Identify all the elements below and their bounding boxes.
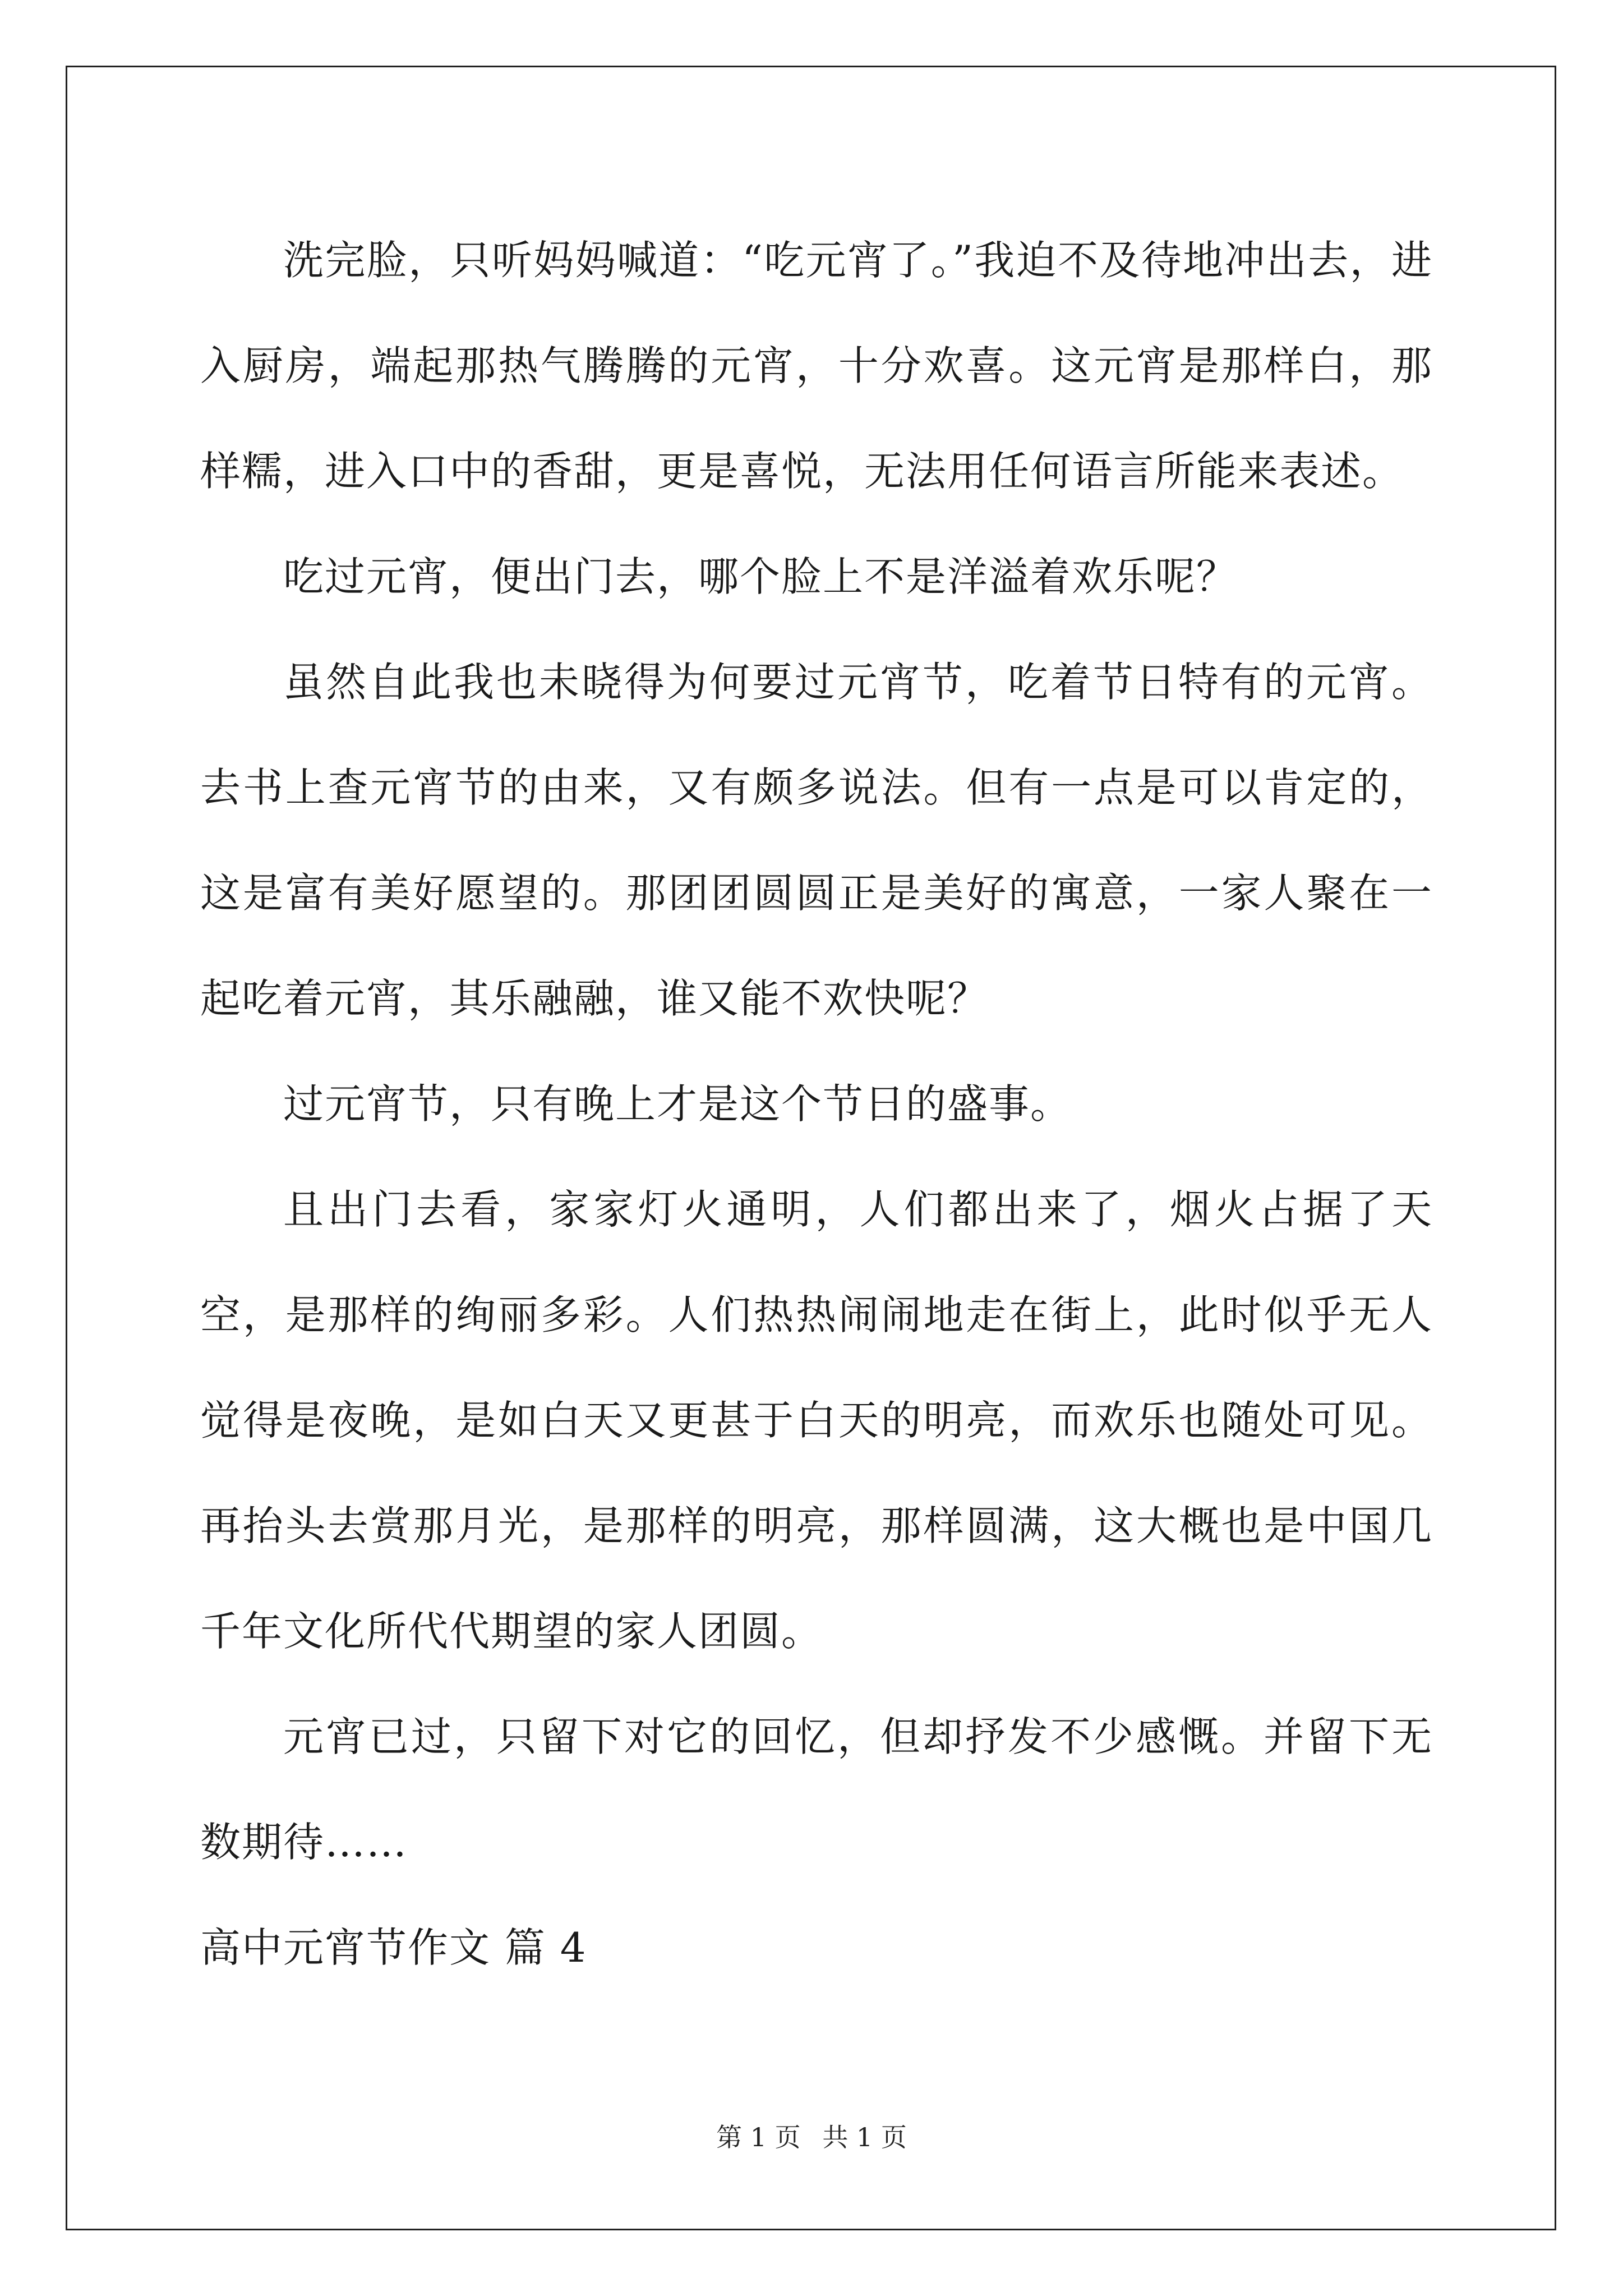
page-footer [0,2120,1623,2154]
paragraph-6: 元宵已过，只留下对它的回忆，但却抒发不少感慨。并留下无数期待…… [200,1713,1433,1866]
document-body [200,208,1433,2000]
page-number-total: 共 1 页 [822,2122,907,2152]
section-heading: 高中元宵节作文 篇 4 [200,1924,587,1971]
paragraph-3: 虽然自此我也未晓得为何要过元宵节，吃着节日特有的元宵。去书上查元宵节的由来，又有颇多说法。但有一点是可以肯定的，这是富有美好愿望的。那团团圆圆正是美好的寓意，一家人聚在一起吃着元宵，其乐融融，谁又能不欢快呢？ [200,659,1433,1022]
page-number-current: 第 1 页 [716,2122,801,2152]
paragraph-2: 吃过元宵，便出门去，哪个脸上不是洋溢着欢乐呢？ [283,553,1238,600]
paragraph-5: 且出门去看，家家灯火通明，人们都出来了，烟火占据了天空，是那样的绚丽多彩。人们热热闹闹地走在街上，此时似乎无人觉得是夜晚，是如白天又更甚于白天的明亮，而欢乐也随处可见。再抬头去赏那月光，是那样的明亮，那样圆满，这大概也是中国几千年文化所代代期望的家人团圆。 [200,1186,1433,1655]
paragraph-4: 过元宵节，只有晚上才是这个节日的盛事。 [283,1080,1072,1128]
paragraph-1: 洗完脸，只听妈妈喊道：“吃元宵了。”我迫不及待地冲出去，进入厨房，端起那热气腾腾的元宵，十分欢喜。这元宵是那样白，那样糯，进入口中的香甜，更是喜悦，无法用任何语言所能来表述。 [200,237,1433,495]
